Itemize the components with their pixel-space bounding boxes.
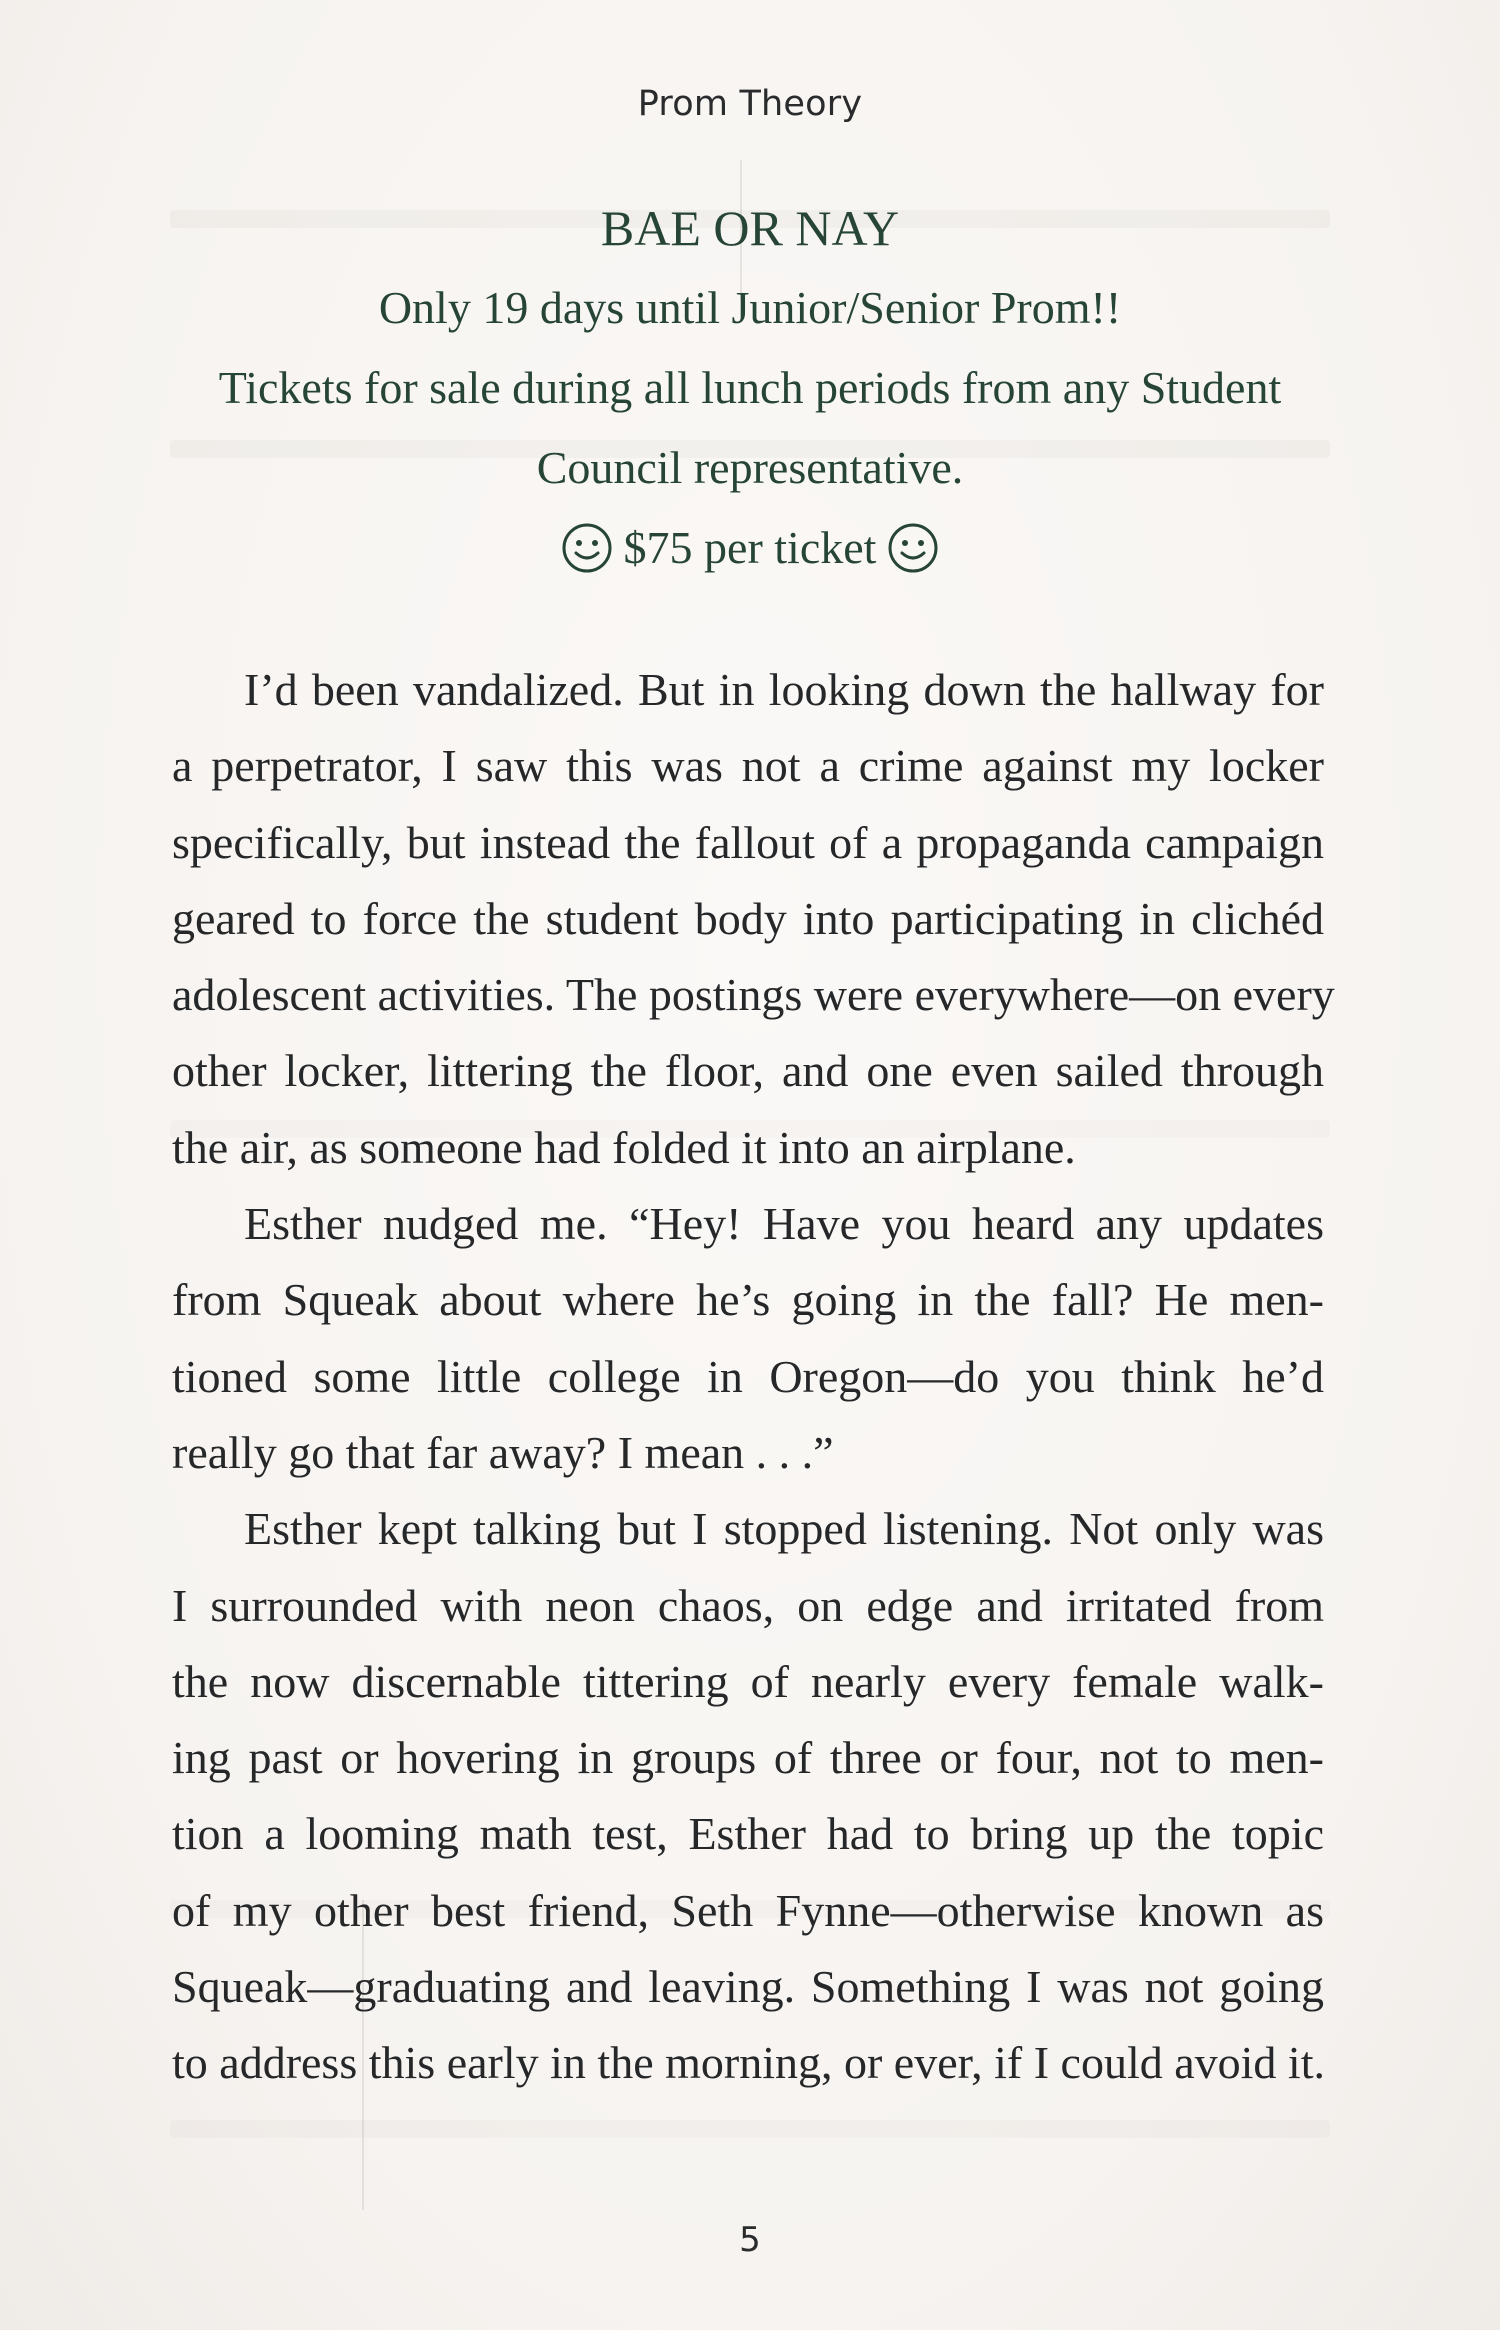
text-line: the now discernable tittering of nearly every female walk- [172,1655,1324,1707]
text-line: the air, as someone had folded it into an airplane. [172,1121,1076,1173]
notice-headline: BAE OR NAY [600,200,900,256]
text-line: tion a looming math test, Esther had to bring up the topic [172,1808,1324,1860]
text-line: adolescent activities. The postings were everywhere—on every [172,969,1335,1021]
show-through-decoration [170,2120,1330,2138]
page-number: 5 [739,2220,761,2260]
text-line: I’d been vandalized. But in looking down the hallway for [244,664,1324,715]
text-line: other locker, littering the floor, and one even sailed through [172,1045,1324,1097]
text-line: to address this early in the morning, or ever, if I could avoid it. [172,2037,1325,2089]
notice-price: $75 per ticket [623,522,877,573]
text-line: of my other best friend, Seth Fynne—otherwise known as [172,1884,1324,1936]
notice-countdown: Only 19 days until Junior/Senior Prom!! [378,282,1122,333]
text-line: from Squeak about where he’s going in the fall? He men- [172,1274,1324,1326]
prom-notice [140,188,1360,600]
text-line: Squeak—graduating and leaving. Something I was not going [172,1961,1324,2013]
text-line: I surrounded with neon chaos, on edge and irritated from [172,1579,1324,1631]
text-line: a perpetrator, I saw this was not a crime against my locker [172,740,1324,792]
notice-tickets-line: Council representative. [536,442,964,493]
text-line: tioned some little college in Oregon—do you think he’d [172,1350,1324,1402]
smiley-face-icon [886,521,940,575]
text-line: Esther nudged me. “Hey! Have you heard any updates [244,1198,1324,1250]
text-line: geared to force the student body into participating in clichéd [172,892,1324,944]
smiley-face-icon [560,521,614,575]
paragraph [172,1491,1324,2101]
text-line: specifically, but instead the fallout of a propaganda campaign [172,816,1324,868]
text-line: ing past or hovering in groups of three or four, not to men- [172,1732,1324,1784]
notice-tickets-line: Tickets for sale during all lunch periods from any Student [218,362,1282,413]
notice-price-row [140,508,1360,600]
paragraph [172,652,1335,1186]
paragraph [172,1186,1324,1491]
body-text [172,652,1335,2102]
text-line: Esther kept talking but I stopped listening. Not only was [244,1503,1324,1555]
text-line: really go that far away? I mean . . .” [172,1426,834,1478]
running-head: Prom Theory [637,84,863,124]
